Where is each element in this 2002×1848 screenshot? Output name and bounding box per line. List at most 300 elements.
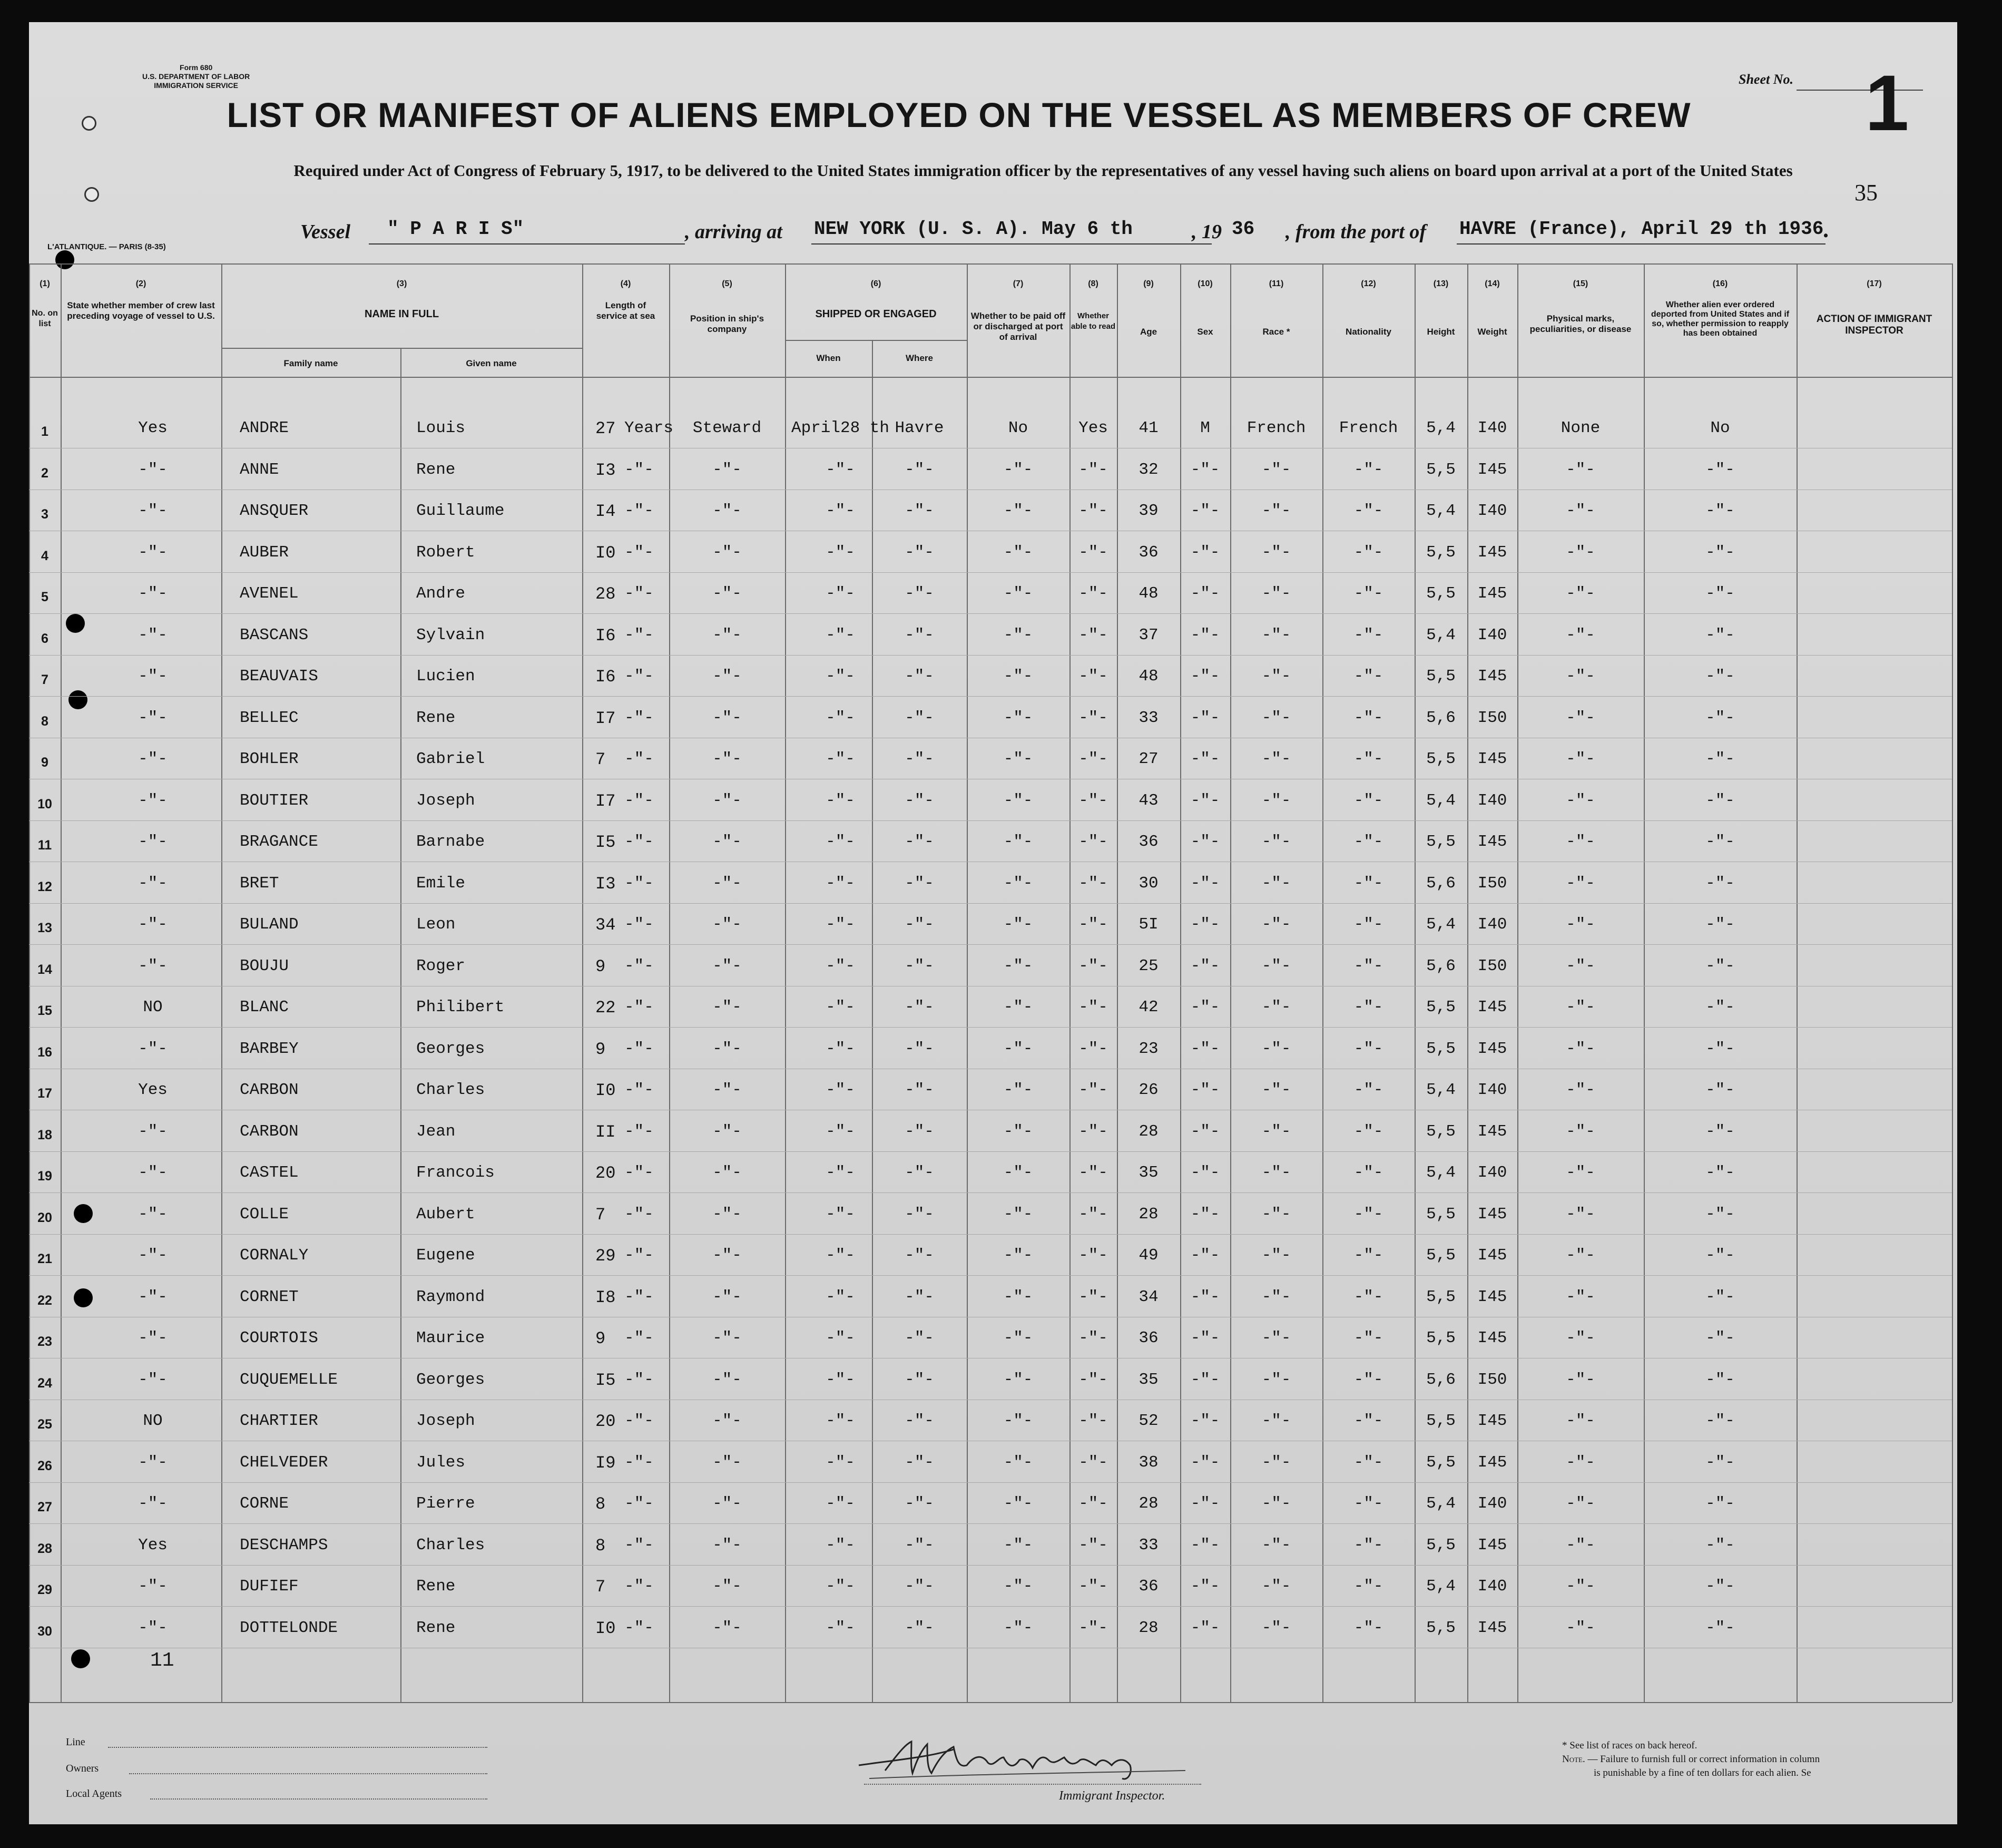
cell-paid-ditto: -"- xyxy=(1003,543,1033,562)
cell-svc: I0 xyxy=(595,1081,616,1100)
cell-svc2-ditto: -"- xyxy=(624,625,654,644)
cell-sex-ditto: -"- xyxy=(1190,1163,1220,1182)
row-number: 23 xyxy=(37,1334,52,1349)
cell-svc2-ditto: -"- xyxy=(624,874,654,893)
cell-when-ditto: -"- xyxy=(826,708,855,727)
cell-dep-ditto: -"- xyxy=(1705,625,1735,644)
cell-race-ditto: -"- xyxy=(1261,1163,1291,1182)
cell-phys-ditto: -"- xyxy=(1566,1205,1595,1224)
cell-sex-ditto: -"- xyxy=(1190,1081,1220,1099)
cell-where-ditto: -"- xyxy=(905,1453,934,1472)
table-row xyxy=(29,957,1952,999)
cell-given: Pierre xyxy=(416,1494,475,1513)
cell-nat-ditto: -"- xyxy=(1353,1205,1383,1224)
cell-dep-ditto: -"- xyxy=(1705,460,1735,479)
cell-sex-ditto: -"- xyxy=(1190,750,1220,768)
cell-where-ditto: -"- xyxy=(905,667,934,686)
cell-read-ditto: -"- xyxy=(1078,1246,1108,1265)
cell-when-ditto: -"- xyxy=(826,1205,855,1224)
cell-phys-ditto: -"- xyxy=(1566,1122,1595,1141)
cell-svc: 8 xyxy=(595,1494,606,1514)
cell-sex-ditto: -"- xyxy=(1190,1412,1220,1430)
cell-read-ditto: -"- xyxy=(1078,1536,1108,1554)
cell-read-ditto: -"- xyxy=(1078,1370,1108,1389)
cell-nat-ditto: -"- xyxy=(1353,750,1383,768)
table-row xyxy=(29,1122,1952,1164)
tally-mark: 11 xyxy=(150,1649,174,1672)
cell-sex-ditto: -"- xyxy=(1190,915,1220,934)
table-row xyxy=(29,791,1952,833)
row-number: 22 xyxy=(37,1293,52,1308)
cell-race-ditto: -"- xyxy=(1261,502,1291,520)
cell-prev: -"- xyxy=(138,1122,168,1141)
header-no: No. on list xyxy=(32,309,58,328)
cell-phys-ditto: -"- xyxy=(1566,1577,1595,1596)
service: IMMIGRATION SERVICE xyxy=(154,81,238,90)
cell-svc2-ditto: -"- xyxy=(624,1577,654,1596)
cell-weight: I45 xyxy=(1477,1453,1507,1472)
cell-read-ditto: -"- xyxy=(1078,874,1108,893)
cell-sex-ditto: -"- xyxy=(1190,956,1220,975)
cell-pos-ditto: -"- xyxy=(712,708,742,727)
cell-pos-ditto: -"- xyxy=(712,1453,742,1472)
cell-given: Jean xyxy=(416,1122,456,1141)
cell-height: 5,4 xyxy=(1426,625,1456,644)
cell-weight: I40 xyxy=(1477,791,1507,810)
cell-family: BULAND xyxy=(240,915,299,934)
cell-dep-ditto: -"- xyxy=(1705,998,1735,1016)
cell-height: 5,5 xyxy=(1426,1536,1456,1554)
table-row xyxy=(29,998,1952,1040)
cell-sex-ditto: -"- xyxy=(1190,874,1220,893)
cell-where-ditto: -"- xyxy=(905,750,934,768)
cell-when-ditto: -"- xyxy=(826,1122,855,1141)
row-number: 13 xyxy=(37,921,52,935)
cell-sex-ditto: -"- xyxy=(1190,625,1220,644)
cell-pos-ditto: -"- xyxy=(712,956,742,975)
col-num: (14) xyxy=(1485,279,1500,288)
cell-where-ditto: -"- xyxy=(905,1412,934,1430)
col-num: (17) xyxy=(1867,279,1882,288)
cell-age: 33 xyxy=(1139,708,1159,727)
cell-age: 34 xyxy=(1139,1287,1159,1306)
cell-race-ditto: -"- xyxy=(1261,791,1291,810)
local-agents-label: Local Agents xyxy=(66,1788,122,1800)
cell-pos-ditto: -"- xyxy=(712,1246,742,1265)
cell-when-ditto: -"- xyxy=(826,502,855,520)
cell-dep-ditto: -"- xyxy=(1705,708,1735,727)
cell-prev: -"- xyxy=(138,1163,168,1182)
cell-pos-ditto: -"- xyxy=(712,1039,742,1058)
cell-read-ditto: -"- xyxy=(1078,1287,1108,1306)
cell-pos-ditto: -"- xyxy=(712,502,742,520)
cell-when-ditto: -"- xyxy=(826,625,855,644)
row-number: 24 xyxy=(37,1375,52,1391)
cell-dep-ditto: -"- xyxy=(1705,1081,1735,1099)
cell-weight: I40 xyxy=(1477,419,1507,437)
cell-when-ditto: -"- xyxy=(826,1246,855,1265)
cell-family: BOUJU xyxy=(240,956,289,975)
arriving-port: NEW YORK (U. S. A). May 6 th xyxy=(814,218,1133,240)
cell-when-ditto: -"- xyxy=(826,1412,855,1430)
table-row xyxy=(29,1453,1952,1495)
cell-where-ditto: -"- xyxy=(905,1246,934,1265)
cell-svc: 28 xyxy=(595,584,616,604)
cell-weight: I40 xyxy=(1477,1081,1507,1099)
cell-weight: I50 xyxy=(1477,956,1507,975)
cell-when-ditto: -"- xyxy=(826,833,855,851)
cell-age: 26 xyxy=(1139,1081,1159,1099)
cell-weight: I45 xyxy=(1477,1618,1507,1637)
header-given-name: Given name xyxy=(466,358,517,368)
races-note: * See list of races on back hereof. xyxy=(1562,1740,1697,1751)
cell-prev: -"- xyxy=(138,1329,168,1347)
cell-given: Sylvain xyxy=(416,625,485,644)
cell-race-ditto: -"- xyxy=(1261,915,1291,934)
cell-paid-ditto: -"- xyxy=(1003,1329,1033,1347)
header-weight: Weight xyxy=(1477,327,1507,337)
cell-prev: -"- xyxy=(138,833,168,851)
cell-phys-ditto: -"- xyxy=(1566,1329,1595,1347)
cell-sex-ditto: -"- xyxy=(1190,708,1220,727)
cell-pos-ditto: -"- xyxy=(712,1494,742,1513)
header-service: Length of service at sea xyxy=(596,300,655,321)
cell-when-ditto: -"- xyxy=(826,1370,855,1389)
cell-sex-ditto: -"- xyxy=(1190,1577,1220,1596)
cell-prev: Yes xyxy=(138,1536,168,1554)
cell-when-ditto: -"- xyxy=(826,584,855,603)
cell-nat-ditto: -"- xyxy=(1353,1618,1383,1637)
year-prefix: , 19 xyxy=(1192,221,1222,243)
cell-read: Yes xyxy=(1078,419,1108,437)
cell-phys-ditto: -"- xyxy=(1566,1494,1595,1513)
cell-paid-ditto: -"- xyxy=(1003,1536,1033,1554)
cell-height: 5,5 xyxy=(1426,584,1456,603)
cell-sex-ditto: -"- xyxy=(1190,502,1220,520)
cell-read-ditto: -"- xyxy=(1078,791,1108,810)
cell-read-ditto: -"- xyxy=(1078,502,1108,520)
cell-given: Georges xyxy=(416,1039,485,1058)
cell-nat-ditto: -"- xyxy=(1353,502,1383,520)
cell-prev: -"- xyxy=(138,584,168,603)
cell-weight: I45 xyxy=(1477,1412,1507,1430)
cell-family: COLLE xyxy=(240,1205,289,1224)
cell-svc2-ditto: -"- xyxy=(624,1287,654,1306)
cell-svc2-ditto: -"- xyxy=(624,915,654,934)
cell-where: Havre xyxy=(895,419,944,437)
col-num: (3) xyxy=(396,279,407,288)
cell-nat-ditto: -"- xyxy=(1353,667,1383,686)
cell-sex-ditto: -"- xyxy=(1190,1246,1220,1265)
cell-svc: 22 xyxy=(595,998,616,1018)
from-port: HAVRE (France), April 29 th 1936 xyxy=(1459,218,1824,240)
row-number: 1 xyxy=(41,424,48,439)
punch-hole xyxy=(82,116,96,131)
shipped-subheader-line xyxy=(785,340,967,341)
cell-where-ditto: -"- xyxy=(905,502,934,520)
header-family-name: Family name xyxy=(283,358,338,368)
cell-height: 5,5 xyxy=(1426,1287,1456,1306)
row-number: 8 xyxy=(41,713,48,729)
cell-prev: -"- xyxy=(138,1370,168,1389)
cell-family: BELLEC xyxy=(240,708,299,727)
cell-svc: I5 xyxy=(595,833,616,852)
header-paid-off: Whether to be paid off or discharged at port of arrival xyxy=(970,311,1066,342)
table-row xyxy=(29,1246,1952,1288)
cell-read-ditto: -"- xyxy=(1078,625,1108,644)
cell-race-ditto: -"- xyxy=(1261,998,1291,1016)
cell-age: 28 xyxy=(1139,1618,1159,1637)
row-number: 3 xyxy=(41,507,48,522)
table-row xyxy=(29,915,1952,957)
col-num: (7) xyxy=(1013,279,1024,288)
cell-nat-ditto: -"- xyxy=(1353,833,1383,851)
cell-phys-ditto: -"- xyxy=(1566,502,1595,520)
cell-sex-ditto: -"- xyxy=(1190,1039,1220,1058)
cell-given: Gabriel xyxy=(416,750,485,768)
cell-phys-ditto: -"- xyxy=(1566,750,1595,768)
cell-height: 5,5 xyxy=(1426,1246,1456,1265)
cell-prev: -"- xyxy=(138,625,168,644)
table-row xyxy=(29,626,1952,668)
cell-height: 5,4 xyxy=(1426,1163,1456,1182)
cell-pos-ditto: -"- xyxy=(712,625,742,644)
cell-prev: -"- xyxy=(138,708,168,727)
cell-family: ANSQUER xyxy=(240,502,309,520)
cell-svc: II xyxy=(595,1122,616,1142)
cell-dep-ditto: -"- xyxy=(1705,1122,1735,1141)
cell-family: CHELVEDER xyxy=(240,1453,328,1472)
cell-svc2-ditto: -"- xyxy=(624,1618,654,1637)
cell-where-ditto: -"- xyxy=(905,1329,934,1347)
cell-phys-ditto: -"- xyxy=(1566,667,1595,686)
table-row xyxy=(29,1494,1952,1536)
owners-label: Owners xyxy=(66,1763,99,1774)
cell-when-ditto: -"- xyxy=(826,1453,855,1472)
row-number: 5 xyxy=(41,590,48,604)
cell-read-ditto: -"- xyxy=(1078,460,1108,479)
cell-dep-ditto: -"- xyxy=(1705,1163,1735,1182)
cell-dep-ditto: -"- xyxy=(1705,1618,1735,1637)
cell-weight: I45 xyxy=(1477,1205,1507,1224)
cell-nat-ditto: -"- xyxy=(1353,1163,1383,1182)
table-row xyxy=(29,1205,1952,1247)
cell-paid-ditto: -"- xyxy=(1003,502,1033,520)
inspector-label: Immigrant Inspector. xyxy=(1059,1789,1165,1803)
cell-height: 5,4 xyxy=(1426,1494,1456,1513)
table-row xyxy=(29,1536,1952,1578)
cell-weight: I45 xyxy=(1477,543,1507,562)
cell-svc2-ditto: -"- xyxy=(624,584,654,603)
cell-weight: I40 xyxy=(1477,502,1507,520)
form-info xyxy=(142,63,250,90)
row-number: 11 xyxy=(37,838,52,853)
cell-svc2-ditto: -"- xyxy=(624,833,654,851)
header-name: NAME IN FULL xyxy=(364,308,439,320)
cell-family: DESCHAMPS xyxy=(240,1536,328,1554)
cell-given: Barnabe xyxy=(416,833,485,851)
cell-sex-ditto: -"- xyxy=(1190,543,1220,562)
header-race: Race * xyxy=(1262,327,1290,337)
cell-svc: 7 xyxy=(595,1205,606,1225)
cell-where-ditto: -"- xyxy=(905,956,934,975)
cell-prev: -"- xyxy=(138,667,168,686)
cell-race-ditto: -"- xyxy=(1261,708,1291,727)
cell-family: BARBEY xyxy=(240,1039,299,1058)
cell-race-ditto: -"- xyxy=(1261,1205,1291,1224)
cell-phys-ditto: -"- xyxy=(1566,1536,1595,1554)
col-divider xyxy=(1952,263,1953,1702)
cell-read-ditto: -"- xyxy=(1078,833,1108,851)
cell-prev: -"- xyxy=(138,750,168,768)
cell-svc2-ditto: -"- xyxy=(624,791,654,810)
row-number: 7 xyxy=(41,672,48,687)
cell-paid-ditto: -"- xyxy=(1003,1163,1033,1182)
cell-dep-ditto: -"- xyxy=(1705,1453,1735,1472)
cell-paid-ditto: -"- xyxy=(1003,1246,1033,1265)
table-row xyxy=(29,1577,1952,1619)
table-border-bottom xyxy=(29,1702,1952,1703)
cell-nat-ditto: -"- xyxy=(1353,1329,1383,1347)
cell-pos-ditto: -"- xyxy=(712,915,742,934)
cell-svc2-ditto: -"- xyxy=(624,1205,654,1224)
cell-family: CASTEL xyxy=(240,1163,299,1182)
table-row xyxy=(29,874,1952,916)
cell-svc2-ditto: -"- xyxy=(624,1163,654,1182)
owners-field xyxy=(129,1773,487,1774)
cell-nat-ditto: -"- xyxy=(1353,543,1383,562)
vessel-name: " P A R I S" xyxy=(387,218,524,240)
col-num: (8) xyxy=(1088,279,1098,288)
cell-where-ditto: -"- xyxy=(905,833,934,851)
cell-paid-ditto: -"- xyxy=(1003,667,1033,686)
cell-weight: I40 xyxy=(1477,915,1507,934)
cell-age: 28 xyxy=(1139,1494,1159,1513)
header-read: Whether able to read xyxy=(1071,311,1116,331)
cell-age: 36 xyxy=(1139,543,1159,562)
cell-nat-ditto: -"- xyxy=(1353,915,1383,934)
cell-read-ditto: -"- xyxy=(1078,915,1108,934)
cell-svc: I0 xyxy=(595,543,616,563)
cell-svc2-ditto: -"- xyxy=(624,460,654,479)
cell-family: CHARTIER xyxy=(240,1412,318,1430)
cell-weight: I45 xyxy=(1477,1536,1507,1554)
cell-race-ditto: -"- xyxy=(1261,543,1291,562)
cell-dep-ditto: -"- xyxy=(1705,1287,1735,1306)
table-row xyxy=(29,502,1952,543)
cell-phys-ditto: -"- xyxy=(1566,1246,1595,1265)
cell-svc: I5 xyxy=(595,1370,616,1390)
cell-nat-ditto: -"- xyxy=(1353,584,1383,603)
row-number: 15 xyxy=(37,1003,52,1018)
cell-given: Andre xyxy=(416,584,466,603)
col-num: (10) xyxy=(1198,279,1213,288)
cell-pos-ditto: -"- xyxy=(712,1122,742,1141)
cell-family: CORNE xyxy=(240,1494,289,1513)
cell-family: CARBON xyxy=(240,1122,299,1141)
cell-svc2-ditto: -"- xyxy=(624,1246,654,1265)
cell-race-ditto: -"- xyxy=(1261,667,1291,686)
cell-pos: Steward xyxy=(692,419,762,437)
cell-prev: -"- xyxy=(138,543,168,562)
page-number: 35 xyxy=(1854,180,1878,206)
cell-prev: NO xyxy=(143,1412,163,1430)
col-num: (15) xyxy=(1573,279,1588,288)
sheet-number: 1 xyxy=(1865,58,1909,147)
cell-svc: 29 xyxy=(595,1246,616,1266)
cell-family: ANNE xyxy=(240,460,279,479)
cell-paid-ditto: -"- xyxy=(1003,915,1033,934)
inspector-signature xyxy=(848,1728,1217,1786)
cell-height: 5,5 xyxy=(1426,1412,1456,1430)
cell-nat-ditto: -"- xyxy=(1353,1412,1383,1430)
cell-pos-ditto: -"- xyxy=(712,543,742,562)
cell-dep-ditto: -"- xyxy=(1705,543,1735,562)
cell-height: 5,4 xyxy=(1426,419,1456,437)
cell-svc: I4 xyxy=(595,502,616,521)
cell-when-ditto: -"- xyxy=(826,1039,855,1058)
cell-nat-ditto: -"- xyxy=(1353,1577,1383,1596)
cell-family: CORNET xyxy=(240,1287,299,1306)
cell-paid-ditto: -"- xyxy=(1003,460,1033,479)
cell-given: Rene xyxy=(416,1618,456,1637)
cell-nat-ditto: -"- xyxy=(1353,1039,1383,1058)
cell-nat-ditto: -"- xyxy=(1353,1122,1383,1141)
inspector-line xyxy=(864,1784,1201,1785)
cell-weight: I45 xyxy=(1477,1246,1507,1265)
cell-when-ditto: -"- xyxy=(826,874,855,893)
cell-where-ditto: -"- xyxy=(905,543,934,562)
header-separator xyxy=(29,377,1952,378)
cell-nat-ditto: -"- xyxy=(1353,1081,1383,1099)
cell-svc2-ditto: -"- xyxy=(624,1329,654,1347)
cell-given: Raymond xyxy=(416,1287,485,1306)
line-field xyxy=(108,1747,487,1748)
col-num: (11) xyxy=(1269,279,1284,288)
header-physical: Physical marks, peculiarities, or disease xyxy=(1529,314,1632,334)
cell-paid-ditto: -"- xyxy=(1003,1205,1033,1224)
cell-nat-ditto: -"- xyxy=(1353,791,1383,810)
cell-sex-ditto: -"- xyxy=(1190,1122,1220,1141)
cell-nat-ditto: -"- xyxy=(1353,1370,1383,1389)
cell-height: 5,5 xyxy=(1426,998,1456,1016)
cell-age: 33 xyxy=(1139,1536,1159,1554)
cell-pos-ditto: -"- xyxy=(712,1163,742,1182)
row-number: 10 xyxy=(37,796,52,811)
end-mark: . xyxy=(1823,217,1829,242)
fill-line xyxy=(1457,243,1826,245)
cell-when-ditto: -"- xyxy=(826,1536,855,1554)
vessel-label: Vessel xyxy=(300,221,350,243)
cell-height: 5,6 xyxy=(1426,956,1456,975)
cell-where-ditto: -"- xyxy=(905,1370,934,1389)
cell-where-ditto: -"- xyxy=(905,625,934,644)
cell-dep-ditto: -"- xyxy=(1705,874,1735,893)
cell-dep-ditto: -"- xyxy=(1705,750,1735,768)
cell-paid-ditto: -"- xyxy=(1003,1287,1033,1306)
cell-read-ditto: -"- xyxy=(1078,1453,1108,1472)
cell-age: 27 xyxy=(1139,750,1159,768)
cell-svc2-ditto: -"- xyxy=(624,998,654,1016)
cell-svc: I6 xyxy=(595,667,616,687)
cell-nat-ditto: -"- xyxy=(1353,460,1383,479)
cell-phys-ditto: -"- xyxy=(1566,998,1595,1016)
cell-prev: Yes xyxy=(138,419,168,437)
cell-svc: I8 xyxy=(595,1287,616,1307)
cell-height: 5,5 xyxy=(1426,1122,1456,1141)
cell-given: Charles xyxy=(416,1081,485,1099)
cell-weight: I45 xyxy=(1477,584,1507,603)
